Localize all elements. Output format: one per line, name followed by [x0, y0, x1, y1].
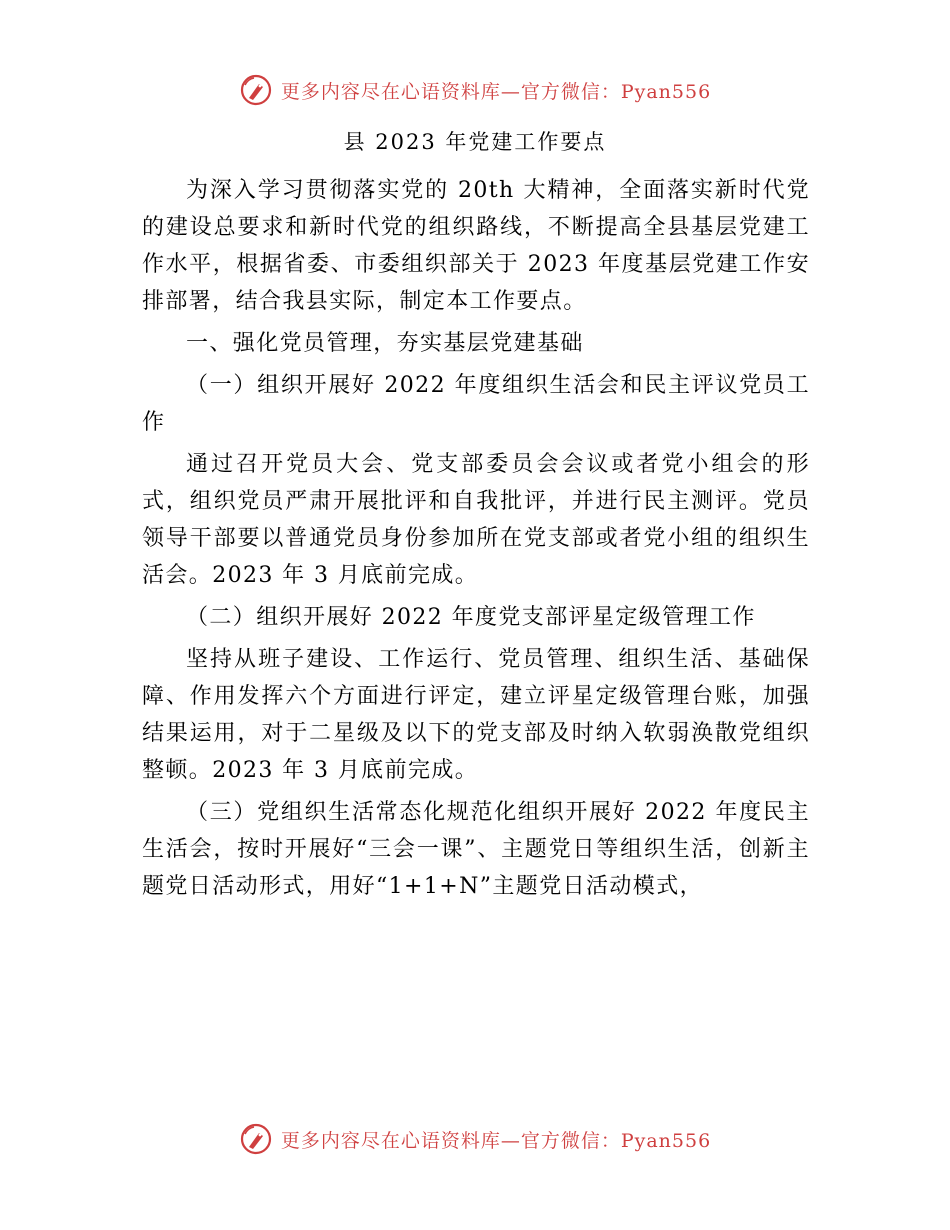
watermark-text: 更多内容尽在心语资料库—官方微信：Pyan556	[280, 80, 712, 103]
document-title: 县 2023 年党建工作要点	[343, 130, 607, 154]
subsection-body-3: （三）党组织生活常态化规范化组织开展好 2022 年度民主生活会，按时开展好“三会一课”、主题党日等组织生活，创新主题党日活动形式，用好“1+1+N”主题党日活动模式，	[142, 800, 810, 899]
pen-nib-circle-icon	[239, 1122, 273, 1156]
watermark-text: 更多内容尽在心语资料库—官方微信：Pyan556	[280, 1129, 712, 1152]
subsection-heading-1: （一）组织开展好 2022 年度组织生活会和民主评议党员工作	[142, 373, 810, 435]
subsection-body-2: 坚持从班子建设、工作运行、党员管理、组织生活、基础保障、作用发挥六个方面进行评定，建立评星定级管理台账，加强结果运用，对于二星级及以下的党支部及时纳入软弱涣散党组织整顿。2023 年 3 月底前完成。	[142, 647, 810, 783]
subsection-heading-2: （二）组织开展好 2022 年度党支部评星定级管理工作	[186, 605, 756, 630]
document-body	[142, 172, 810, 910]
intro-paragraph: 为深入学习贯彻落实党的 20th 大精神，全面落实新时代党的建设总要求和新时代党的组织路线，不断提高全县基层党建工作水平，根据省委、市委组织部关于 2023 年度基层党建工作安排部署，结合我县实际，制定本工作要点。	[142, 178, 810, 314]
pen-nib-circle-icon	[239, 73, 273, 107]
section-heading: 一、强化党员管理，夯实基层党建基础	[186, 331, 584, 356]
watermark-footer	[0, 1119, 950, 1159]
watermark-header	[0, 70, 950, 110]
subsection-body-1: 通过召开党员大会、党支部委员会会议或者党小组会的形式，组织党员严肃开展批评和自我批评，并进行民主测评。党员领导干部要以普通党员身份参加所在党支部或者党小组的组织生活会。2023 年 3 月底前完成。	[142, 452, 810, 588]
